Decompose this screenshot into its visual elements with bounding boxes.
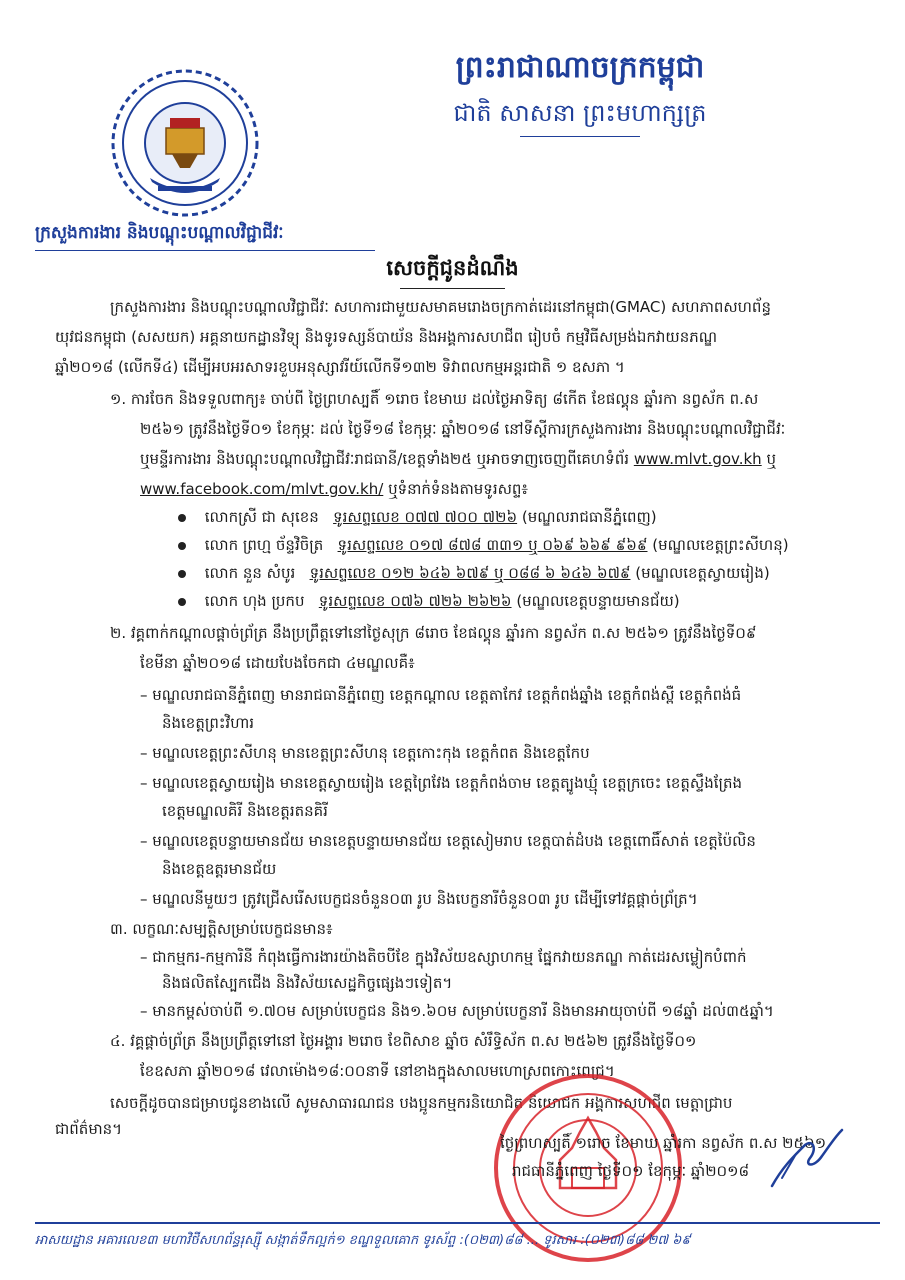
ministry-name: ក្រសួងការងារ និងបណ្តុះបណ្តាលវិជ្ជាជីវៈ: [35, 223, 284, 243]
contact-intro: ឬទំនាក់ទំនងតាមទូរសព្ទ៖: [388, 480, 528, 498]
contact-item: [178, 506, 657, 528]
zone-line: – មណ្ឌលខេត្តស្វាយរៀង មានខេត្តស្វាយរៀង ខេត្តព្រៃវែង ខេត្តកំពង់ចាម ខេត្តត្បូងឃ្មុំ ខេត្តក្រចេះ ខេត្តស្ទឹងត្រែង: [140, 774, 742, 792]
document-title: សេចក្តីជូនដំណឹង: [386, 256, 519, 280]
zone-line: – មណ្ឌលនីមួយៗ ត្រូវជ្រើសរើសបេក្ខជនចំនួន០៣ រូប និងបេក្ខនារីចំនួន០៣ រូប ដើម្បីទៅវគ្គផ្តាច់ព្រ័ត្រ។: [140, 890, 698, 908]
ministry-logo: [110, 68, 260, 218]
item3-line: និងផលិតស្បែកជើង និងវិស័យសេដ្ឋកិច្ចផ្សេងៗទៀត។: [162, 974, 453, 992]
contact-region: (មណ្ឌលរាជធានីភ្នំពេញ): [521, 508, 657, 526]
ministry-website-link[interactable]: www.mlvt.gov.kh: [633, 450, 762, 468]
contact-name: លោកស្រី ជា សុខេន: [204, 508, 319, 526]
item3-title: ៣. លក្ខណៈសម្បត្តិសម្រាប់បេក្ខជនមាន៖: [110, 920, 333, 938]
kingdom-heading: ព្រះរាជាណាចក្រកម្ពុជា: [455, 50, 705, 85]
contact-item: [178, 590, 680, 612]
zone-line: – មណ្ឌលខេត្តបន្ទាយមានជ័យ មានខេត្តបន្ទាយមានជ័យ ខេត្តសៀមរាប ខេត្តបាត់ដំបង ខេត្តពោធិ៍សាត់ ខេត្តប៉ៃលិន: [140, 832, 756, 850]
or-text: ឬ: [766, 450, 776, 468]
intro-line: ឆ្នាំ២០១៨ (លើកទី៤) ដើម្បីអបអរសាទរខួបអនុស្សាវរីយ៍លើកទី១៣២ ទិវាពលកម្មអន្តរជាតិ ១ ឧសភា ។: [55, 358, 625, 376]
contact-name: លោក នួន សំបូរ: [204, 564, 296, 582]
contact-phone[interactable]: ទូរសព្ទលេខ ០៧៦ ៧២៦ ២៦២៦: [318, 592, 512, 610]
item3-line: – មានកម្ពស់ចាប់ពី ១.៧០ម សម្រាប់បេក្ខជន និង១.៦០ម សម្រាប់បេក្ខនារី និងមានអាយុចាប់ពី ១៨ឆ្នាំ ដល់៣៥ឆ្នាំ។: [140, 1002, 774, 1020]
footer-divider: [35, 1222, 880, 1224]
title-divider: [400, 288, 505, 289]
facebook-link[interactable]: www.facebook.com/mlvt.gov.kh/: [140, 480, 384, 498]
intro-line: ក្រសួងការងារ និងបណ្តុះបណ្តាលវិជ្ជាជីវៈ សហការជាមួយសមាគមរោងចក្រកាត់ដេរនៅកម្ពុជា(GMAC) សហភាពសហព័ន្ធ: [110, 298, 771, 316]
bullet-icon: [178, 542, 186, 550]
contact-item: [178, 534, 789, 556]
bullet-icon: [178, 598, 186, 606]
contact-name: លោក ព្រហ្ម ច័ន្ទវិចិត្រ: [204, 536, 324, 554]
bullet-icon: [178, 514, 186, 522]
bullet-icon: [178, 570, 186, 578]
item2-line: ខែមីនា ឆ្នាំ២០១៨ ដោយបែងចែកជា ៤មណ្ឌលគឺ៖: [140, 654, 415, 672]
item1-line: ១. ការចែក និងទទួលពាក្យ៖ ចាប់ពី ថ្ងៃព្រហស្បតិ៍ ១រោច ខែមាឃ ដល់ថ្ងៃអាទិត្យ ៨កើត ខែផល្គុន ឆ្នាំរកា នព្វស័ក ព.ស: [110, 390, 759, 408]
contact-region: (មណ្ឌលខេត្តព្រះសីហនុ): [652, 536, 789, 554]
contact-phone[interactable]: ទូរសព្ទលេខ ០១៧ ៨៧៨ ៣៣១ ឬ ០៦៩ ៦៦៩ ៩៦៩: [337, 536, 648, 554]
item1-line: ២៥៦១ ត្រូវនឹងថ្ងៃទី០១ ខែកុម្ភៈ ដល់ ថ្ងៃទី១៨ ខែកុម្ភៈ ឆ្នាំ២០១៨ នៅទីស្តីការក្រសួងការងារ និងបណ្តុះបណ្តាលវិជ្ជាជីវៈ: [140, 420, 786, 438]
zone-line: និងខេត្តឧត្តរមានជ័យ: [162, 860, 277, 878]
signoff-place-date: រាជធានីភ្នំពេញ ថ្ងៃទី០១ ខែកុម្ភៈ ឆ្នាំ២០១៨: [512, 1162, 750, 1180]
contact-item: [178, 562, 770, 584]
contact-phone[interactable]: ទូរសព្ទលេខ ០៧៧ ៧០០ ៧២៦: [333, 508, 518, 526]
ministry-divider: [35, 250, 375, 251]
closing-line: ជាព័ត៌មាន។: [55, 1120, 123, 1138]
item3-line: – ជាកម្មករ-កម្មការិនី កំពុងធ្វើការងារយ៉ាងតិចបីខែ ក្នុងវិស័យឧស្សាហកម្ម ផ្នែកវាយនភណ្ឌ កាត់ដេរសម្លៀកបំពាក់: [140, 948, 747, 966]
item1-text: ឬមន្ទីរការងារ និងបណ្តុះបណ្តាលវិជ្ជាជីវៈរាជធានី/ខេត្តទាំង២៥ ឬអាចទាញចេញពីគេហទំព័រ: [140, 450, 630, 468]
zone-line: – មណ្ឌលខេត្តព្រះសីហនុ មានខេត្តព្រះសីហនុ ខេត្តកោះកុង ខេត្តកំពត និងខេត្តកែប: [140, 744, 590, 762]
intro-line: យុវជនកម្ពុជា (សសយក) អគ្គនាយកដ្ឋានវិទ្យុ និងទូរទស្សន៍បាយ័ន និងអង្គការសហជីព រៀបចំ កម្មវិធីសម្រង់ឯកវាយនភណ្ឌ: [55, 328, 718, 346]
zone-line: – មណ្ឌលរាជធានីភ្នំពេញ មានរាជធានីភ្នំពេញ ខេត្តកណ្តាល ខេត្តតាកែវ ខេត្តកំពង់ឆ្នាំង ខេត្តកំពង់ស្ពឺ ខេត្តកំពង់ធំ: [140, 686, 742, 704]
zone-line: និងខេត្តព្រះវិហារ: [162, 714, 254, 732]
closing-line: សេចក្តីដូចបានជម្រាបជូនខាងលើ សូមសាធារណជន បងប្អូនកម្មករនិយោជិត និយោជក អង្គការសហជីព មេត្តាជ្រាប: [110, 1094, 733, 1112]
item1-line: [140, 478, 528, 500]
item1-line: [140, 448, 776, 470]
contact-phone[interactable]: ទូរសព្ទលេខ ០១២ ៦៤៦ ៦៧៩ ឬ ០៨៨ ៦ ៦៤៦ ៦៧៩: [309, 564, 631, 582]
contact-region: (មណ្ឌលខេត្តស្វាយរៀង): [635, 564, 770, 582]
signoff-lunar-date: ថ្ងៃព្រហស្បតិ៍ ១រោច ខែមាឃ ឆ្នាំរកា នព្វស័ក ព.ស ២៥៦១: [500, 1134, 827, 1152]
contact-name: លោក ហុង ប្រកប: [204, 592, 305, 610]
national-motto: ជាតិ សាសនា ព្រះមហាក្សត្រ: [453, 99, 707, 127]
zone-line: ខេត្តមណ្ឌលគិរី និងខេត្តរតនគិរី: [162, 802, 328, 820]
signature: [752, 1108, 852, 1198]
item4-line: ៤. វគ្គផ្តាច់ព្រ័ត្រ នឹងប្រព្រឹត្តទៅនៅ ថ្ងៃអង្គារ ២រោច ខែពិសាខ ឆ្នាំច សំរឹទ្ធិស័ក ព.ស ២៥៦២ ត្រូវនឹងថ្ងៃទី០១: [110, 1032, 697, 1050]
motto-divider: [520, 136, 640, 137]
contact-region: (មណ្ឌលខេត្តបន្ទាយមានជ័យ): [516, 592, 680, 610]
item2-line: ២. វគ្គពាក់កណ្តាលផ្តាច់ព្រ័ត្រ នឹងប្រព្រឹត្តទៅនៅថ្ងៃសុក្រ ៨រោច ខែផល្គុន ឆ្នាំរកា នព្វស័ក ព.ស ២៥៦១ ត្រូវនឹងថ្ងៃទី០៩: [110, 624, 757, 642]
footer-address: អាសយដ្ឋាន អគារលេខ៣ មហាវិថីសហព័ន្ធរុស្ស៊ី សង្កាត់ទឹកល្អក់១ ខណ្ឌទួលគោក ទូរស័ព្ទ :(០២៣)៨៨ ... ទូរសារ :(០២៣)៨៨ ២៧ ៦៩: [35, 1233, 691, 1248]
item4-line: ខែឧសភា ឆ្នាំ២០១៨ វេលាម៉ោង១៨:០០នាទី នៅខាងក្នុងសាលមហោស្រពកោះពេជ្រ។: [140, 1062, 615, 1080]
